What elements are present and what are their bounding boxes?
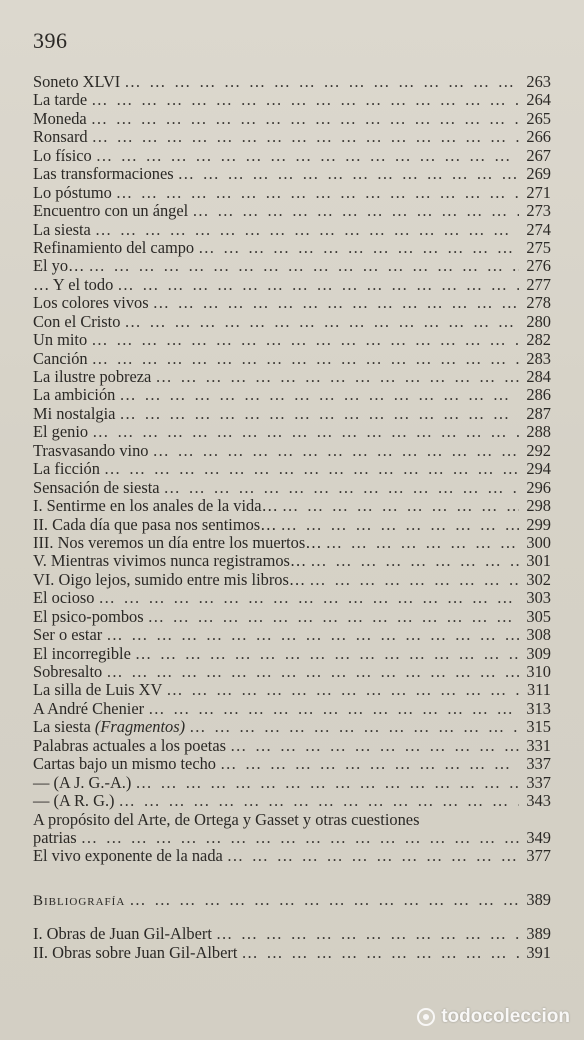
toc-entry-title: El genio <box>33 422 89 442</box>
dot-leader <box>129 891 519 909</box>
toc-entry-title: A André Chenier <box>33 698 145 718</box>
toc-entry-page: 337 <box>526 754 551 774</box>
toc-entry <box>33 479 551 497</box>
toc-entry-title: — (A R. G.) <box>33 791 115 811</box>
dot-leader <box>116 184 519 202</box>
dot-leader <box>135 774 519 792</box>
dot-leader <box>241 944 519 962</box>
toc-entry-title: La silla de Luis XV <box>33 680 163 700</box>
toc-entry-page: 274 <box>526 219 551 239</box>
toc-entry <box>33 571 551 589</box>
toc-entry <box>33 663 551 681</box>
toc-entry <box>33 294 551 312</box>
dot-leader <box>124 313 519 331</box>
toc-entry-title: II. Cada día que pasa nos sentimos… <box>33 514 277 534</box>
toc-entry <box>33 405 551 423</box>
toc-entry-page: 286 <box>526 385 551 405</box>
toc-entry <box>33 847 551 865</box>
toc-entry <box>33 626 551 644</box>
toc-entry-title: La tarde <box>33 90 88 110</box>
toc-entry <box>33 774 551 792</box>
toc-entry <box>33 608 551 626</box>
toc-entry-page: 276 <box>526 256 551 276</box>
toc-entry <box>33 386 551 404</box>
toc-entry <box>33 681 551 699</box>
toc-entry-page: 263 <box>526 72 551 91</box>
toc-entry-page: 299 <box>526 514 551 534</box>
toc-entry-page: 287 <box>526 403 551 423</box>
dot-leader <box>96 147 519 165</box>
dot-leader <box>135 645 519 663</box>
watermark <box>417 1006 570 1028</box>
bibliography-entry <box>33 944 551 962</box>
toc-entry <box>33 552 551 570</box>
bibliography-entry-page: 391 <box>526 942 551 962</box>
toc-entry-page: 303 <box>526 588 551 608</box>
toc-entry <box>33 147 551 165</box>
toc-entry-page: 377 <box>526 846 551 866</box>
toc-entry-title: Canción <box>33 348 88 368</box>
toc-entry-title: La ilustre pobreza <box>33 367 152 386</box>
toc-entry-page: 310 <box>526 662 551 681</box>
dot-leader <box>189 718 519 736</box>
toc-entry-title: VI. Oigo lejos, sumido entre mis libros… <box>33 569 306 589</box>
dot-leader <box>281 516 519 534</box>
bibliography-entry-title: II. Obras sobre Juan Gil-Albert <box>33 942 238 962</box>
dot-leader <box>124 73 519 91</box>
toc-entry-page: 315 <box>526 717 551 737</box>
toc-entry-title: Encuentro con un ángel <box>33 201 189 221</box>
toc-entry-page: 300 <box>526 532 551 552</box>
bibliography-heading-row <box>33 891 551 909</box>
toc-entry-title: Trasvasando vino <box>33 440 149 460</box>
toc-entry-title: Moneda <box>33 108 87 128</box>
toc-entry-page: 266 <box>526 127 551 147</box>
dot-leader <box>282 497 519 515</box>
toc-entry-page: 294 <box>526 459 551 479</box>
toc-entry-title: … Y el todo <box>33 274 114 294</box>
dot-leader <box>166 681 519 699</box>
toc-entry <box>33 589 551 607</box>
toc-entry-title: Mi nostalgia <box>33 403 116 423</box>
toc-entry-page: 301 <box>526 551 551 571</box>
toc-entry-title: Refinamiento del campo <box>33 237 195 257</box>
toc-entry <box>33 737 551 755</box>
toc-entry-page: 337 <box>526 772 551 792</box>
dot-leader <box>178 165 519 183</box>
toc-entry-page: 271 <box>526 182 551 202</box>
toc-entry-page: 311 <box>527 680 551 700</box>
toc-entry-title: El incorregible <box>33 643 131 663</box>
dot-leader <box>153 294 519 312</box>
toc-entry-page: 305 <box>526 606 551 626</box>
toc-entry-title: Las transformaciones <box>33 164 174 184</box>
watermark-logo-icon <box>417 1008 435 1026</box>
toc-entry-page: 302 <box>526 569 551 589</box>
toc-entry-title: La siesta (Fragmentos) <box>33 717 186 737</box>
bibliography-entry-title: I. Obras de Juan Gil-Albert <box>33 924 212 944</box>
toc-entry-title: La ficción <box>33 459 100 479</box>
bibliography-entry <box>33 925 551 943</box>
dot-leader <box>155 368 519 386</box>
toc-entry <box>33 128 551 146</box>
toc-entry-title: Soneto XLVI <box>33 72 121 91</box>
toc-entry-page: 277 <box>526 274 551 294</box>
toc-entry <box>33 792 551 810</box>
table-of-contents <box>33 73 551 866</box>
toc-entry-page: 269 <box>526 164 551 184</box>
dot-leader <box>88 257 519 275</box>
toc-entry-title: Ser o estar <box>33 625 103 645</box>
toc-entry <box>33 811 551 829</box>
toc-entry <box>33 91 551 109</box>
toc-entry-title: V. Mientras vivimos nunca registramos… <box>33 551 307 571</box>
dot-leader <box>81 829 519 847</box>
toc-entry-page: 309 <box>526 643 551 663</box>
dot-leader <box>98 589 519 607</box>
bibliography-page: 389 <box>526 890 551 909</box>
toc-entry <box>33 350 551 368</box>
toc-entry-page: 298 <box>526 496 551 516</box>
watermark-text: todocoleccion <box>441 1006 570 1027</box>
toc-entry-page: 264 <box>526 90 551 110</box>
dot-leader <box>119 792 520 810</box>
toc-entry-title: La siesta <box>33 219 91 239</box>
toc-entry-title-italic: (Fragmentos) <box>94 717 186 737</box>
toc-entry-title: — (A J. G.-A.) <box>33 772 132 792</box>
toc-entry-page: 280 <box>526 311 551 331</box>
toc-entry-title: patrias <box>33 827 77 847</box>
spacer <box>33 909 551 925</box>
toc-entry <box>33 755 551 773</box>
toc-entry-title: El yo… <box>33 256 85 276</box>
toc-entry <box>33 497 551 515</box>
dot-leader <box>104 460 519 478</box>
dot-leader <box>92 350 519 368</box>
toc-entry-page: 292 <box>526 440 551 460</box>
toc-entry-title: Sensación de siesta <box>33 477 160 497</box>
toc-entry-page: 282 <box>526 330 551 350</box>
toc-entry-page: 273 <box>526 201 551 221</box>
toc-entry <box>33 73 551 91</box>
toc-entry <box>33 516 551 534</box>
toc-entry <box>33 423 551 441</box>
toc-entry-page: 275 <box>526 237 551 257</box>
bibliography-heading: Bibliografía <box>33 893 126 909</box>
dot-leader <box>119 405 519 423</box>
toc-entry <box>33 239 551 257</box>
dot-leader <box>92 423 519 441</box>
dot-leader <box>91 110 519 128</box>
bibliography-section <box>33 891 551 962</box>
toc-entry <box>33 110 551 128</box>
toc-entry <box>33 442 551 460</box>
toc-entry-page: 296 <box>526 477 551 497</box>
toc-entry-page: 343 <box>526 791 551 811</box>
dot-leader <box>227 847 519 865</box>
dot-leader <box>326 534 519 552</box>
toc-entry-title: III. Nos veremos un día entre los muertos… <box>33 532 322 552</box>
dot-leader <box>148 700 519 718</box>
toc-entry-page: 267 <box>526 145 551 165</box>
dot-leader <box>153 442 520 460</box>
toc-entry-title: Palabras actuales a los poetas <box>33 735 226 755</box>
toc-entry-page: 288 <box>526 422 551 442</box>
dot-leader <box>106 663 519 681</box>
toc-entry <box>33 331 551 349</box>
toc-entry <box>33 460 551 478</box>
toc-entry <box>33 645 551 663</box>
toc-entry-page: 313 <box>526 698 551 718</box>
dot-leader <box>220 755 519 773</box>
dot-leader <box>119 386 519 404</box>
bibliography-entry-page: 389 <box>526 924 551 944</box>
toc-entry-page: 331 <box>526 735 551 755</box>
toc-entry-title: A propósito del Arte, de Ortega y Gasset y otras cuestiones <box>33 809 420 829</box>
dot-leader <box>92 128 519 146</box>
toc-entry <box>33 718 551 736</box>
toc-entry-title: Con el Cristo <box>33 311 121 331</box>
toc-entry <box>33 257 551 275</box>
dot-leader <box>91 331 519 349</box>
dot-leader <box>198 239 519 257</box>
toc-entry-title: Ronsard <box>33 127 88 147</box>
toc-entry-title: El vivo exponente de la nada <box>33 846 223 866</box>
toc-entry-title: Un mito <box>33 330 88 350</box>
dot-leader <box>91 91 519 109</box>
toc-entry <box>33 313 551 331</box>
dot-leader <box>309 571 519 589</box>
dot-leader <box>117 276 519 294</box>
toc-entry-page: 349 <box>526 827 551 847</box>
toc-entry-title: Lo póstumo <box>33 182 112 202</box>
dot-leader <box>95 221 519 239</box>
toc-entry-title: La ambición <box>33 385 116 405</box>
toc-entry <box>33 221 551 239</box>
toc-entry-title: Sobresalto <box>33 662 103 681</box>
toc-entry-title: Los colores vivos <box>33 293 149 313</box>
toc-entry-page: 278 <box>526 293 551 313</box>
dot-leader <box>148 608 519 626</box>
page-number: 396 <box>33 28 68 53</box>
toc-entry-title: I. Sentirme en los anales de la vida… <box>33 496 278 516</box>
toc-entry-title: El ocioso <box>33 588 95 608</box>
dot-leader <box>310 552 519 570</box>
dot-leader <box>216 925 519 943</box>
toc-entry <box>33 202 551 220</box>
toc-entry-page: 283 <box>526 348 551 368</box>
toc-entry <box>33 165 551 183</box>
toc-entry <box>33 184 551 202</box>
toc-entry <box>33 368 551 386</box>
dot-leader <box>192 202 519 220</box>
toc-entry-page: 284 <box>526 367 551 386</box>
toc-entry <box>33 700 551 718</box>
toc-entry-title: Lo físico <box>33 145 92 165</box>
dot-leader <box>106 626 519 644</box>
toc-entry <box>33 534 551 552</box>
toc-entry-page: 308 <box>526 625 551 645</box>
toc-entry <box>33 829 551 847</box>
toc-entry-title: Cartas bajo un mismo techo <box>33 754 216 774</box>
toc-entry-title: El psico-pombos <box>33 606 144 626</box>
toc-entry-page: 265 <box>526 108 551 128</box>
dot-leader <box>164 479 519 497</box>
toc-entry <box>33 276 551 294</box>
dot-leader <box>230 737 519 755</box>
